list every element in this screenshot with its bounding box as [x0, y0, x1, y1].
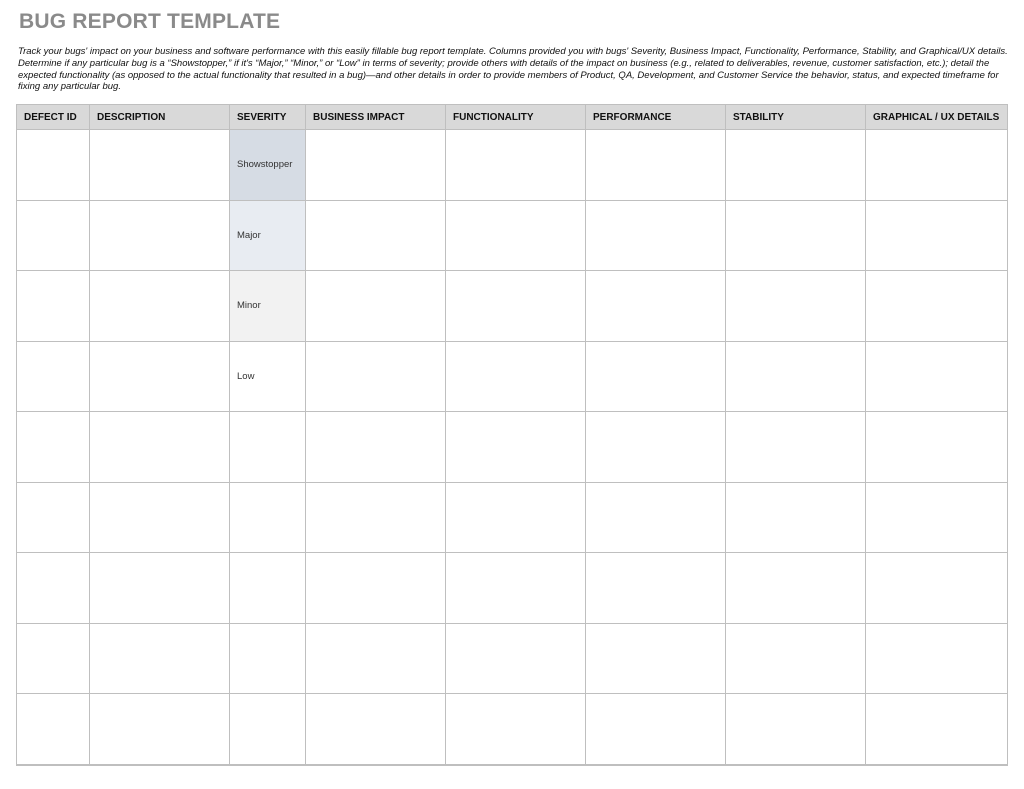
functionality-cell[interactable]	[446, 341, 586, 412]
column-header-defect-id: DEFECT ID	[17, 105, 90, 130]
defect-id-cell[interactable]	[17, 553, 90, 624]
stability-cell[interactable]	[726, 130, 866, 201]
column-header-business-impact: BUSINESS IMPACT	[306, 105, 446, 130]
functionality-cell[interactable]	[446, 482, 586, 553]
graphical-ux-cell[interactable]	[866, 200, 1008, 271]
description-cell[interactable]	[90, 130, 230, 201]
template-description: Track your bugs' impact on your business and software performance with this easily fillable bug report template. Columns provided you with bugs' Severity, Business Impact, Functionality, Performance, Stability, and Graphical/UX details. Determine if any particular bug is a “Showstopper,” if it's “Major,” “Minor,” or “Low” in terms of severity; provide others with details of the impact on business (e.g., related to deliverables, revenue, customer satisfaction, etc.); detail the expected functionality (as opposed to the actual functionality that resulted in a bug)—and other details in order to provide members of Product, QA, Development, and Customer Service the behavior, status, and expected timeframe for fixing any particular bug.	[18, 46, 1008, 93]
description-cell[interactable]	[90, 553, 230, 624]
table-row	[17, 271, 1008, 342]
performance-cell[interactable]	[586, 341, 726, 412]
business-impact-cell[interactable]	[306, 200, 446, 271]
column-header-description: DESCRIPTION	[90, 105, 230, 130]
severity-cell[interactable]	[230, 694, 306, 765]
graphical-ux-cell[interactable]	[866, 553, 1008, 624]
description-cell[interactable]	[90, 694, 230, 765]
table-row	[17, 482, 1008, 553]
graphical-ux-cell[interactable]	[866, 130, 1008, 201]
severity-cell[interactable]	[230, 482, 306, 553]
table-row	[17, 694, 1008, 765]
defect-id-cell[interactable]	[17, 694, 90, 765]
defect-id-cell[interactable]	[17, 130, 90, 201]
table-row	[17, 623, 1008, 694]
stability-cell[interactable]	[726, 553, 866, 624]
performance-cell[interactable]	[586, 623, 726, 694]
column-header-severity: SEVERITY	[230, 105, 306, 130]
business-impact-cell[interactable]	[306, 482, 446, 553]
business-impact-cell[interactable]	[306, 341, 446, 412]
stability-cell[interactable]	[726, 623, 866, 694]
functionality-cell[interactable]	[446, 271, 586, 342]
defect-id-cell[interactable]	[17, 271, 90, 342]
stability-cell[interactable]	[726, 694, 866, 765]
graphical-ux-cell[interactable]	[866, 412, 1008, 483]
column-header-stability: STABILITY	[726, 105, 866, 130]
performance-cell[interactable]	[586, 694, 726, 765]
table-row	[17, 412, 1008, 483]
bug-report-table	[16, 104, 1008, 766]
graphical-ux-cell[interactable]	[866, 694, 1008, 765]
stability-cell[interactable]	[726, 200, 866, 271]
description-cell[interactable]	[90, 341, 230, 412]
defect-id-cell[interactable]	[17, 341, 90, 412]
defect-id-cell[interactable]	[17, 623, 90, 694]
functionality-cell[interactable]	[446, 200, 586, 271]
functionality-cell[interactable]	[446, 623, 586, 694]
table-row	[17, 553, 1008, 624]
defect-id-cell[interactable]	[17, 482, 90, 553]
business-impact-cell[interactable]	[306, 412, 446, 483]
description-cell[interactable]	[90, 412, 230, 483]
stability-cell[interactable]	[726, 271, 866, 342]
graphical-ux-cell[interactable]	[866, 271, 1008, 342]
functionality-cell[interactable]	[446, 553, 586, 624]
table-row	[17, 341, 1008, 412]
table-header-row	[17, 105, 1008, 130]
stability-cell[interactable]	[726, 482, 866, 553]
table-row	[17, 200, 1008, 271]
functionality-cell[interactable]	[446, 412, 586, 483]
description-cell[interactable]	[90, 200, 230, 271]
performance-cell[interactable]	[586, 553, 726, 624]
functionality-cell[interactable]	[446, 694, 586, 765]
table-body	[17, 130, 1008, 765]
severity-cell[interactable]	[230, 623, 306, 694]
severity-cell[interactable]: Showstopper	[230, 130, 306, 201]
severity-cell[interactable]	[230, 412, 306, 483]
graphical-ux-cell[interactable]	[866, 341, 1008, 412]
severity-cell[interactable]: Minor	[230, 271, 306, 342]
column-header-performance: PERFORMANCE	[586, 105, 726, 130]
description-cell[interactable]	[90, 623, 230, 694]
stability-cell[interactable]	[726, 412, 866, 483]
functionality-cell[interactable]	[446, 130, 586, 201]
graphical-ux-cell[interactable]	[866, 482, 1008, 553]
column-header-functionality: FUNCTIONALITY	[446, 105, 586, 130]
defect-id-cell[interactable]	[17, 412, 90, 483]
performance-cell[interactable]	[586, 130, 726, 201]
performance-cell[interactable]	[586, 412, 726, 483]
business-impact-cell[interactable]	[306, 694, 446, 765]
description-cell[interactable]	[90, 271, 230, 342]
performance-cell[interactable]	[586, 200, 726, 271]
severity-cell[interactable]: Major	[230, 200, 306, 271]
business-impact-cell[interactable]	[306, 130, 446, 201]
page-title: BUG REPORT TEMPLATE	[19, 10, 281, 33]
column-header-graphical-ux: GRAPHICAL / UX DETAILS	[866, 105, 1008, 130]
performance-cell[interactable]	[586, 271, 726, 342]
stability-cell[interactable]	[726, 341, 866, 412]
defect-id-cell[interactable]	[17, 200, 90, 271]
graphical-ux-cell[interactable]	[866, 623, 1008, 694]
business-impact-cell[interactable]	[306, 271, 446, 342]
business-impact-cell[interactable]	[306, 553, 446, 624]
severity-cell[interactable]: Low	[230, 341, 306, 412]
severity-cell[interactable]	[230, 553, 306, 624]
business-impact-cell[interactable]	[306, 623, 446, 694]
performance-cell[interactable]	[586, 482, 726, 553]
table-row	[17, 130, 1008, 201]
description-cell[interactable]	[90, 482, 230, 553]
